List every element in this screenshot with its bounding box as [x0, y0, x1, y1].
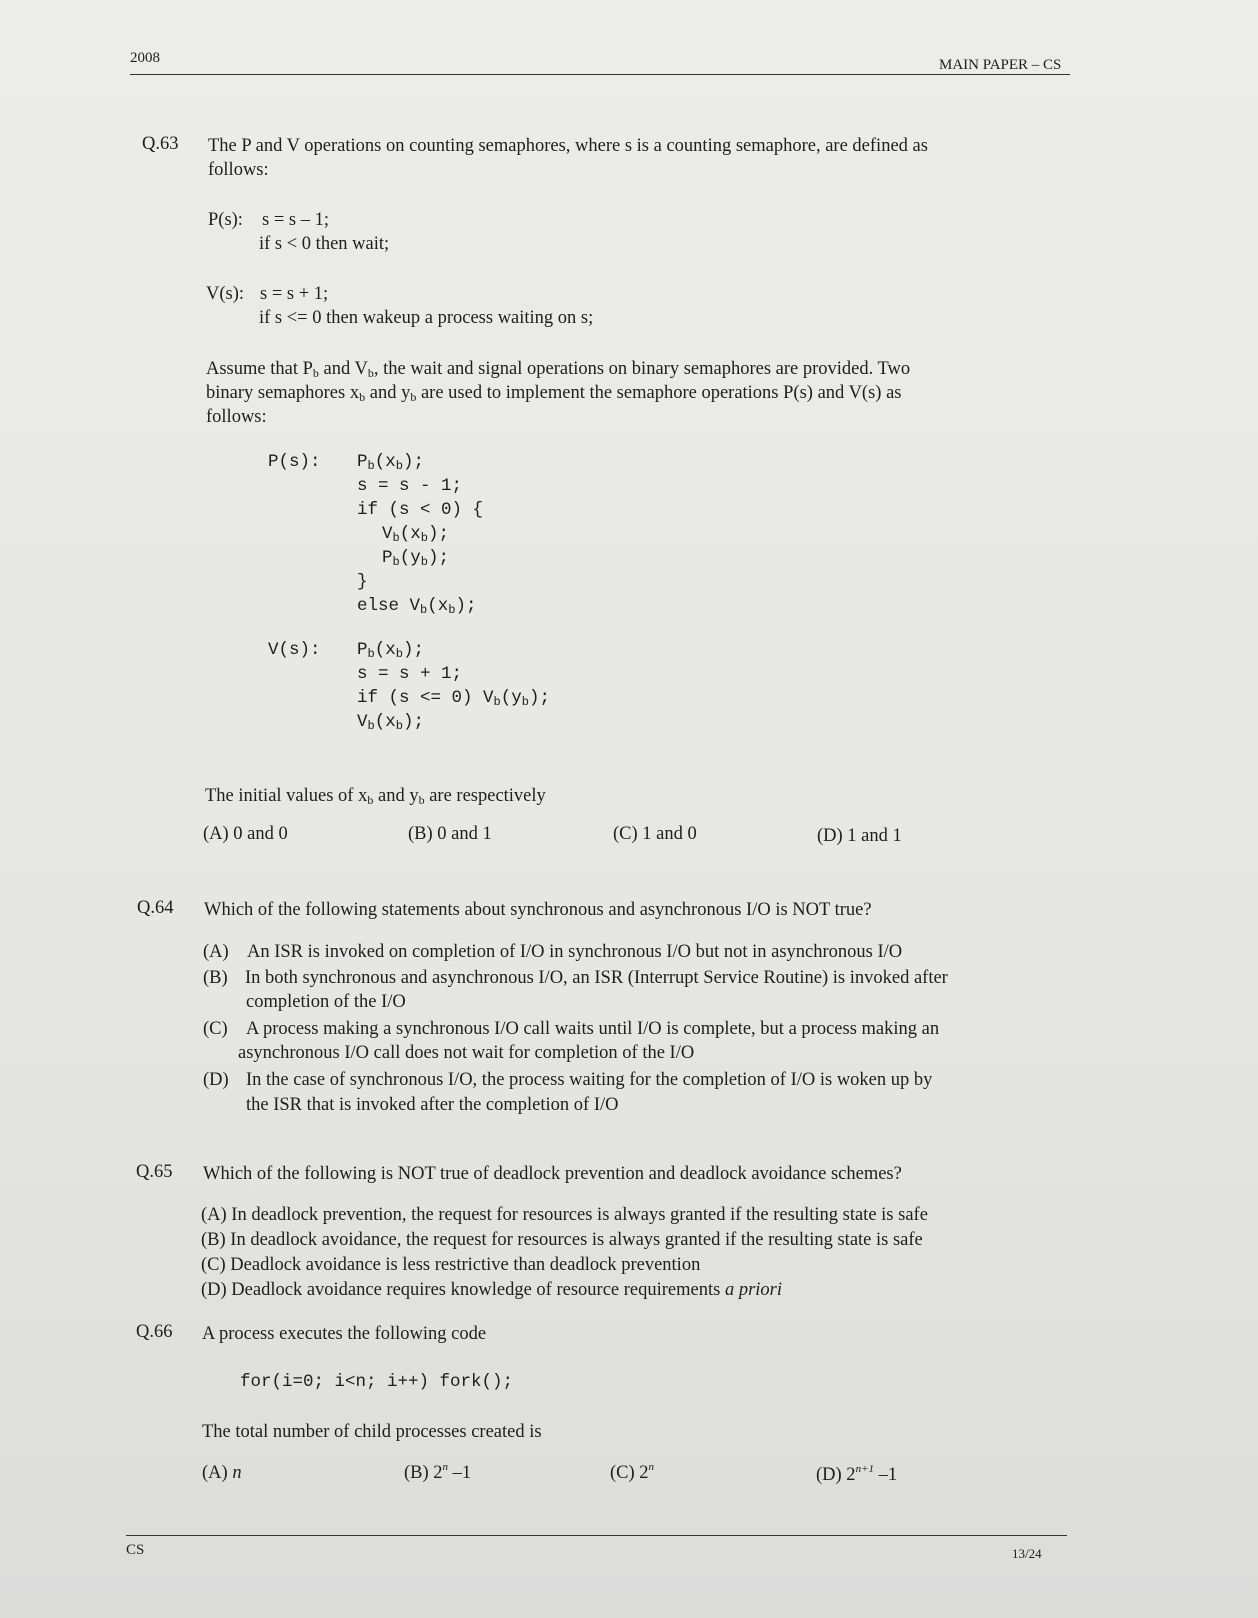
option-a-label: (A) — [203, 942, 229, 962]
p-op-line: s = s – 1; — [262, 210, 329, 230]
question-stem: Which of the following is NOT true of deadlock prevention and deadlock avoidance schemes? — [203, 1164, 902, 1184]
option-a: An ISR is invoked on completion of I/O in synchronous I/O but not in asynchronous I/O — [247, 942, 903, 962]
code-line: $P_b(x_b)$; — [357, 640, 424, 661]
p-op-label: P(s): — [208, 210, 243, 230]
option-d: In the case of synchronous I/O, the process waiting for the completion of I/O is woken up by — [246, 1070, 933, 1090]
code-line: if (s <= 0) $V_b(y_b)$; — [357, 688, 550, 709]
code-line: s = s + 1; — [357, 664, 463, 684]
question-number: Q.63 — [142, 134, 179, 154]
page-number: 13/24 — [1012, 1546, 1042, 1561]
option-d-cont: the ISR that is invoked after the completion of I/O — [246, 1095, 619, 1115]
question-number: Q.65 — [136, 1162, 173, 1182]
code-line: $V_b(x_b)$; — [382, 524, 449, 545]
code-line: s = s - 1; — [357, 476, 463, 496]
option-c: (C) Deadlock avoidance is less restrictive than deadlock prevention — [201, 1255, 701, 1275]
question-stem: follows: — [208, 160, 269, 180]
v-op-line: if s <= 0 then wakeup a process waiting on s; — [259, 308, 594, 328]
option-c: (C) 1 and 0 — [613, 824, 697, 844]
code-label: P(s): — [268, 452, 321, 472]
option-d: (D) Deadlock avoidance requires knowledge of resource requirements a priori — [201, 1280, 783, 1300]
header-year: 2008 — [130, 50, 160, 66]
question-stem: A process executes the following code — [202, 1324, 487, 1344]
footer-code: CS — [126, 1542, 145, 1558]
code-line: $P_b(x_b)$; — [357, 452, 424, 473]
option-a: (A) n — [202, 1463, 242, 1483]
option-b: In both synchronous and asynchronous I/O, an ISR (Interrupt Service Routine) is invoked after — [245, 968, 948, 988]
code-line: $P_b(y_b)$; — [382, 548, 449, 569]
code-line: for(i=0; i<n; i++) fork(); — [240, 1372, 514, 1392]
question-number: Q.66 — [136, 1322, 173, 1342]
code-label: V(s): — [268, 640, 321, 660]
option-d: (D) $2^{n+1}$ –1 — [816, 1463, 898, 1485]
follows-line: follows: — [206, 407, 267, 427]
option-c-cont: asynchronous I/O call does not wait for completion of the I/O — [238, 1043, 695, 1063]
option-a: (A) 0 and 0 — [203, 824, 288, 844]
code-line: else $V_b(x_b)$; — [357, 596, 477, 617]
question-stem: The P and V operations on counting semaphores, where s is a counting semaphore, are defined as — [208, 136, 928, 156]
v-op-line: s = s + 1; — [260, 284, 329, 304]
option-c-label: (C) — [203, 1019, 228, 1039]
code-line: } — [357, 572, 368, 592]
option-c: (C) 2$^n$ — [610, 1461, 655, 1483]
question-stem: Which of the following statements about synchronous and asynchronous I/O is NOT true? — [204, 900, 872, 920]
option-b: (B) 0 and 1 — [408, 824, 492, 844]
p-op-line: if s < 0 then wait; — [259, 234, 390, 254]
footer-rule — [126, 1535, 1067, 1536]
initial-values-line: The initial values of $x_b$ and $y_b$ are respectively — [205, 786, 546, 807]
code-line: if (s < 0) { — [357, 500, 484, 520]
option-a: (A) In deadlock prevention, the request for resources is always granted if the resulting state is safe — [201, 1205, 928, 1225]
code-line: $V_b(x_b)$; — [357, 712, 424, 733]
assume-line: Assume that $P_b$ and $V_b$, the wait and signal operations on binary semaphores are provided. Two — [206, 359, 911, 380]
option-b-cont: completion of the I/O — [246, 992, 406, 1012]
header-paper-title: MAIN PAPER – CS — [939, 57, 1062, 73]
option-d-label: (D) — [203, 1070, 229, 1090]
v-op-label: V(s): — [206, 284, 245, 304]
option-b: (B) 2$^n$ –1 — [404, 1461, 472, 1483]
total-line: The total number of child processes created is — [202, 1422, 542, 1442]
option-b: (B) In deadlock avoidance, the request for resources is always granted if the resulting state is safe — [201, 1230, 923, 1250]
option-d: (D) 1 and 1 — [817, 826, 902, 846]
option-c: A process making a synchronous I/O call waits until I/O is complete, but a process making an — [246, 1019, 940, 1039]
header-rule — [130, 74, 1070, 75]
option-b-label: (B) — [203, 968, 228, 988]
binary-line: binary semaphores $x_b$ and $y_b$ are used to implement the semaphore operations P(s) and V(s) as — [206, 383, 902, 404]
question-number: Q.64 — [137, 898, 174, 918]
